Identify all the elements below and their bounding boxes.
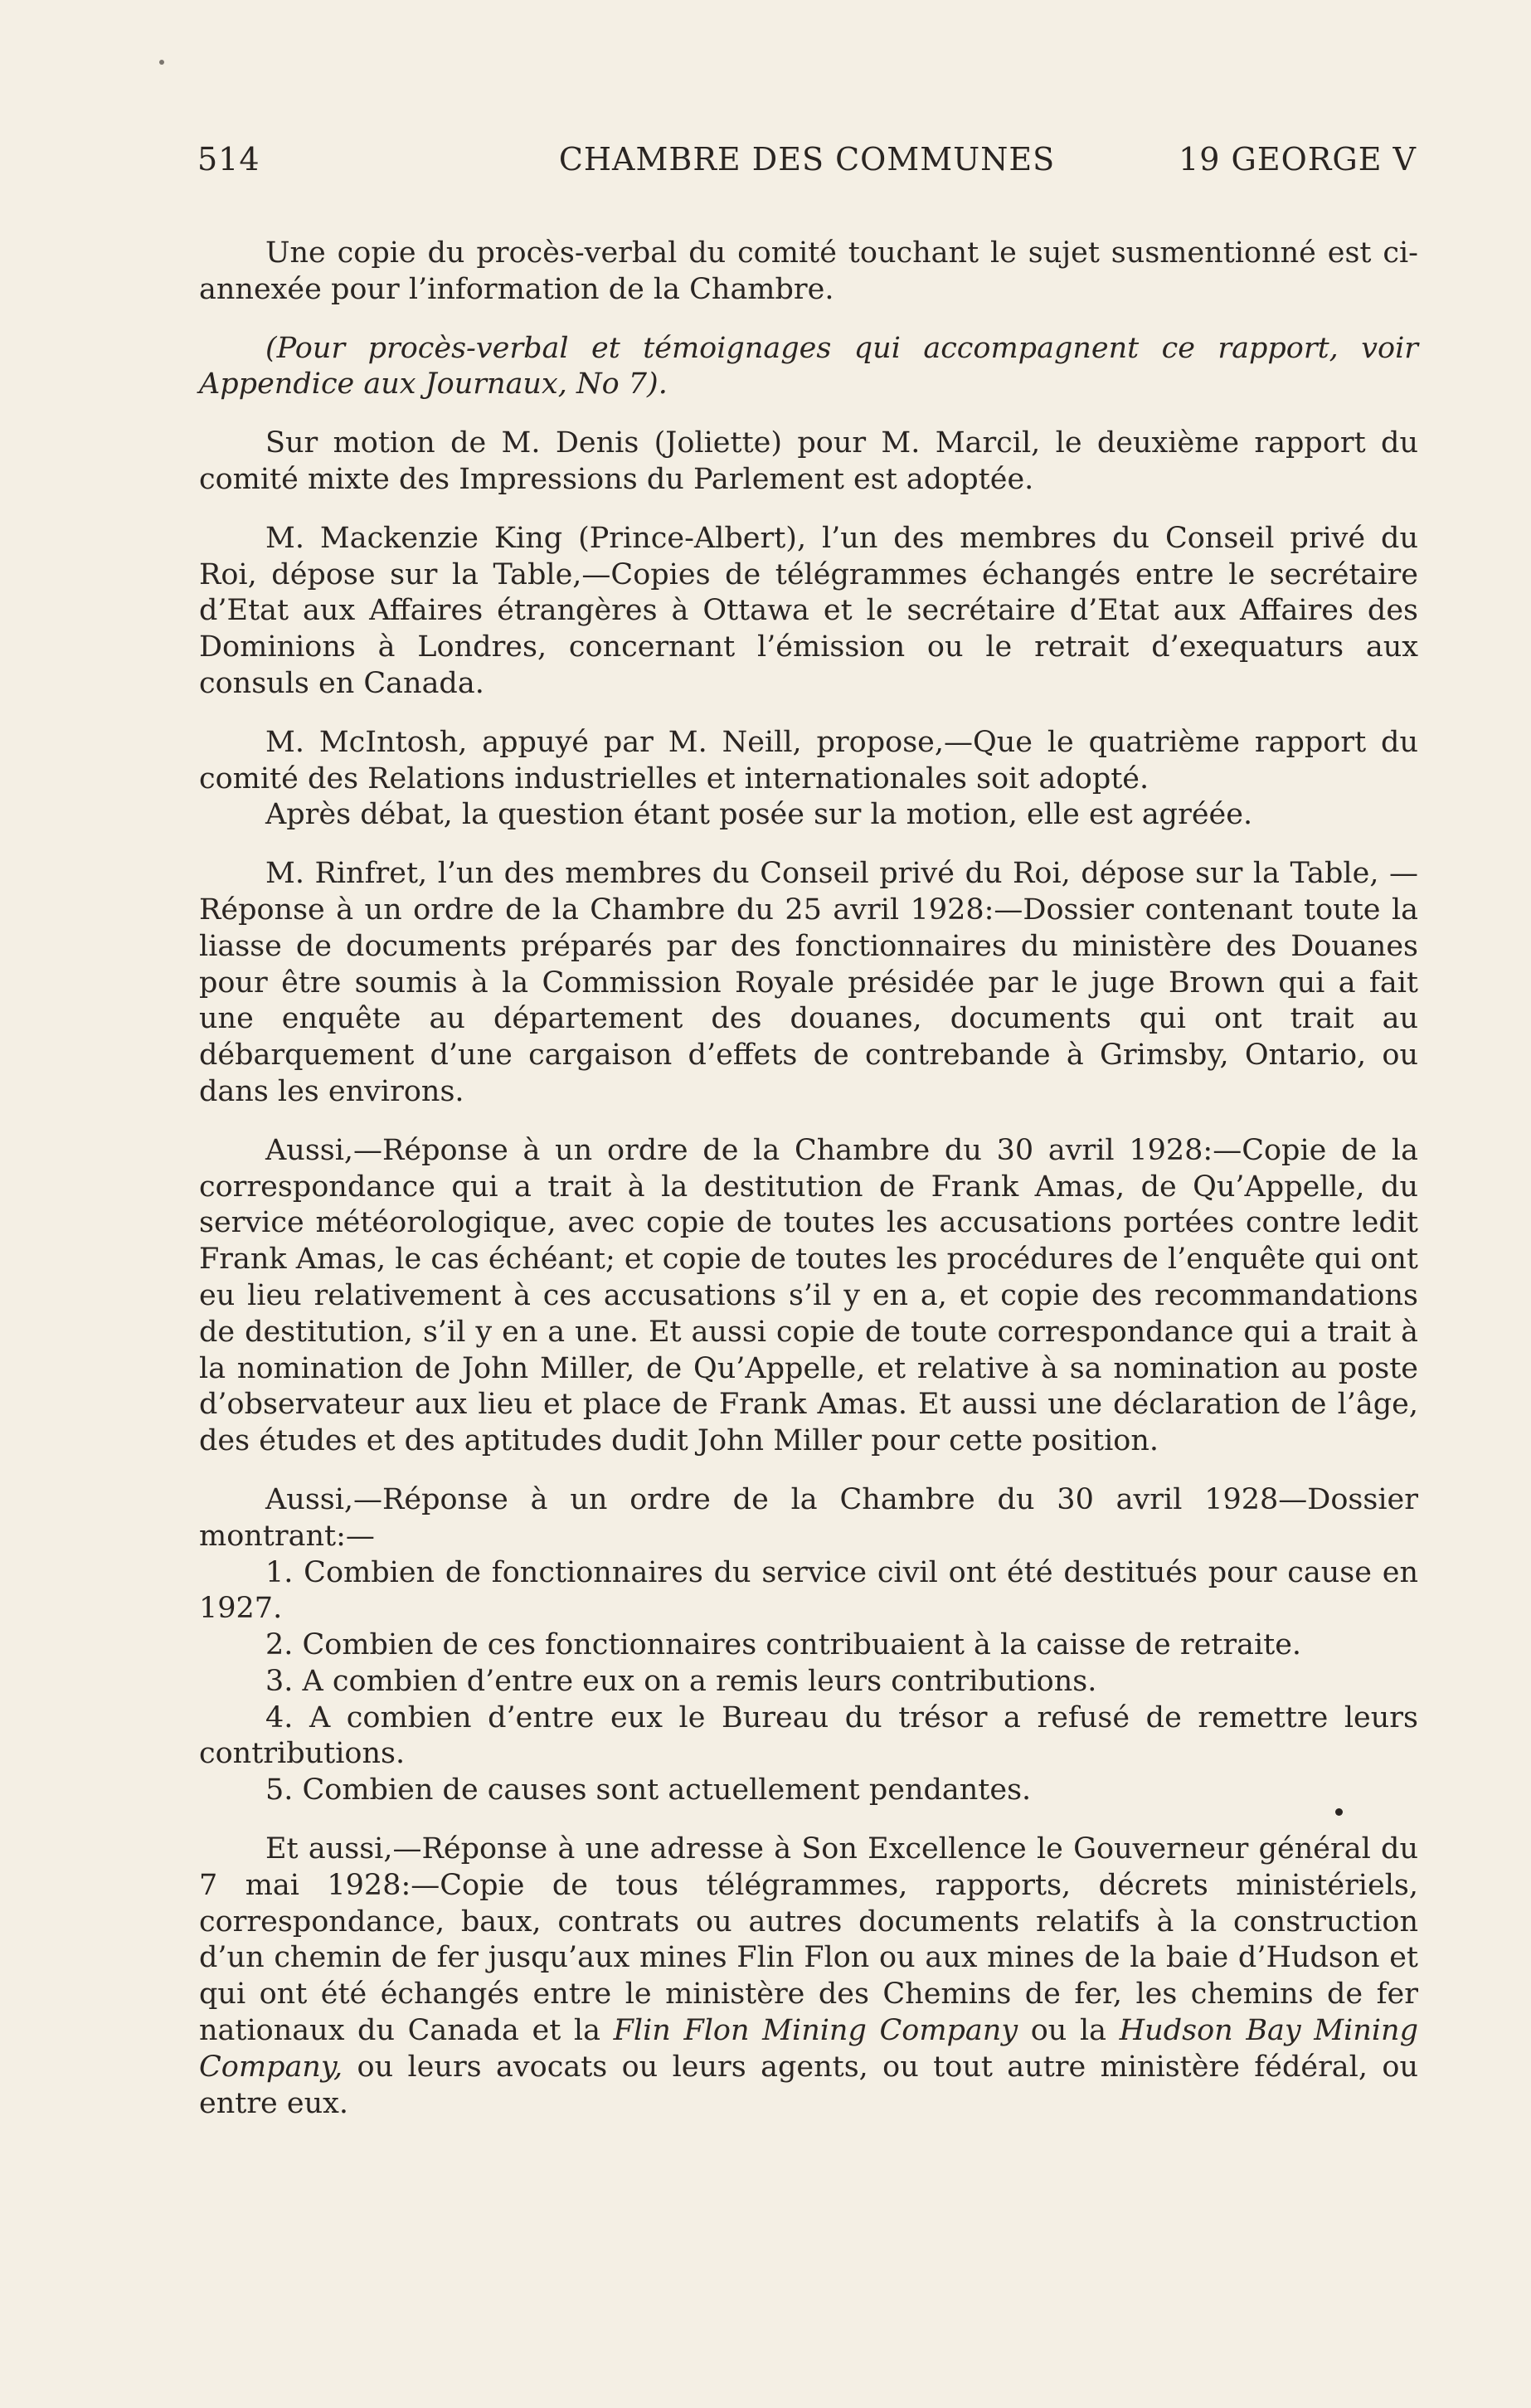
appendix-note-text: (Pour procès-verbal et témoignages qui accompagnent ce rapport, voir Appendice aux Journaux, No 7). xyxy=(199,331,1418,401)
running-title: CHAMBRE DES COMMUNES xyxy=(558,141,1056,178)
paragraph-flin-flon-railway xyxy=(199,1832,1418,2122)
list-item: 3. A combien d’entre eux on a remis leurs contributions. xyxy=(265,1664,1097,1698)
ink-speck xyxy=(159,60,164,65)
page-body xyxy=(199,236,1418,2144)
railway-text-c: ou leurs avocats ou leurs agents, ou tout autre ministère fédéral, ou entre eux. xyxy=(199,2050,1418,2120)
paragraph-civil-service-return: Aussi,—Réponse à un ordre de la Chambre du 30 avril 1928—Dossier montrant:— xyxy=(199,1482,1418,1553)
railway-text-b: ou la xyxy=(1018,2014,1120,2048)
regnal-year: 19 GEORGE V xyxy=(1179,141,1417,178)
page-number: 514 xyxy=(197,141,260,178)
paragraph-motion-agreed: Après débat, la question étant posée sur la motion, elle est agréée. xyxy=(265,798,1253,832)
list-item: 2. Combien de ces fonctionnaires contribuaient à la caisse de retraite. xyxy=(265,1628,1302,1662)
paragraph-appendix-note xyxy=(199,331,1418,404)
company-flin-flon: Flin Flon Mining Company xyxy=(613,2014,1018,2048)
paragraph-exequaturs: M. Mackenzie King (Prince-Albert), l’un des membres du Conseil privé du Roi, dépose sur la Table,—Copies de télégrammes échangés entre le secrétaire d’Etat aux Affaires étrangères à Ottawa et le secrétaire d’Etat aux Affaires des Dominions à Londres, concernant l’émission ou le retrait d’exequaturs aux consuls en Canada. xyxy=(199,521,1418,700)
page-header xyxy=(197,141,1417,191)
paragraph-customs-documents: M. Rinfret, l’un des membres du Conseil privé du Roi, dépose sur la Table, —Réponse à un ordre de la Chambre du 25 avril 1928:—Dossier contenant toute la liasse de documents préparés par des fonctionnaires du ministère des Douanes pour être soumis à la Commission Royale présidée par le juge Brown qui a fait une enquête au département des douanes, documents qui ont trait au débarquement d’une cargaison d’effets de contrebande à Grimsby, Ontario, ou dans les environs. xyxy=(199,857,1418,1108)
paragraph-frank-amas: Aussi,—Réponse à un ordre de la Chambre du 30 avril 1928:—Copie de la correspondance qui a trait à la destitution de Frank Amas, de Qu’Appelle, du service météorologique, avec copie de toutes les accusations portées contre ledit Frank Amas, le cas échéant; et copie de toutes les procédures de l’enquête qui ont eu lieu relativement à ces accusations s’il y en a, et copie des recommandations de destitution, s’il y en a une. Et aussi copie de toute correspondance qui a trait à la nomination de John Miller, de Qu’Appelle, et relative à sa nomination au poste d’observateur aux lieu et place de Frank Amas. Et aussi une déclaration de l’âge, des études et des aptitudes dudit John Miller pour cette position. xyxy=(199,1133,1418,1458)
paragraph-printing-report: Sur motion de M. Denis (Joliette) pour M. Marcil, le deuxième rapport du comité mixte des Impressions du Parlement est adoptée. xyxy=(199,426,1418,496)
list-item: 1. Combien de fonctionnaires du service civil ont été destitués pour cause en 1927. xyxy=(199,1555,1418,1626)
list-item: 5. Combien de causes sont actuellement pendantes. xyxy=(265,1773,1032,1807)
paragraph-mcintosh-motion: M. McIntosh, appuyé par M. Neill, propose,—Que le quatrième rapport du comité des Relations industrielles et internationales soit adopté. xyxy=(199,725,1418,795)
ink-speck xyxy=(1335,1808,1343,1816)
paragraph-minutes-copy: Une copie du procès-verbal du comité touchant le sujet susmentionné est ci-annexée pour l’information de la Chambre. xyxy=(199,236,1418,306)
railway-text-a: Et aussi,—Réponse à une adresse à Son Excellence le Gouverneur général du 7 mai 1928:—Copie de tous télégrammes, rapports, décrets ministériels, correspondance, baux, contrats ou autres documents relatifs à la construction d’un chemin de fer jusqu’aux mines Flin Flon ou aux mines de la baie d’Hudson et qui ont été échangés entre le ministère des Chemins de fer, les chemins de fer nationaux du Canada et la xyxy=(199,1832,1418,2048)
company-hudson-bay: Hudson Bay Mining Company, xyxy=(199,2014,1419,2084)
list-item: 4. A combien d’entre eux le Bureau du trésor a refusé de remettre leurs contributions. xyxy=(199,1700,1418,1771)
